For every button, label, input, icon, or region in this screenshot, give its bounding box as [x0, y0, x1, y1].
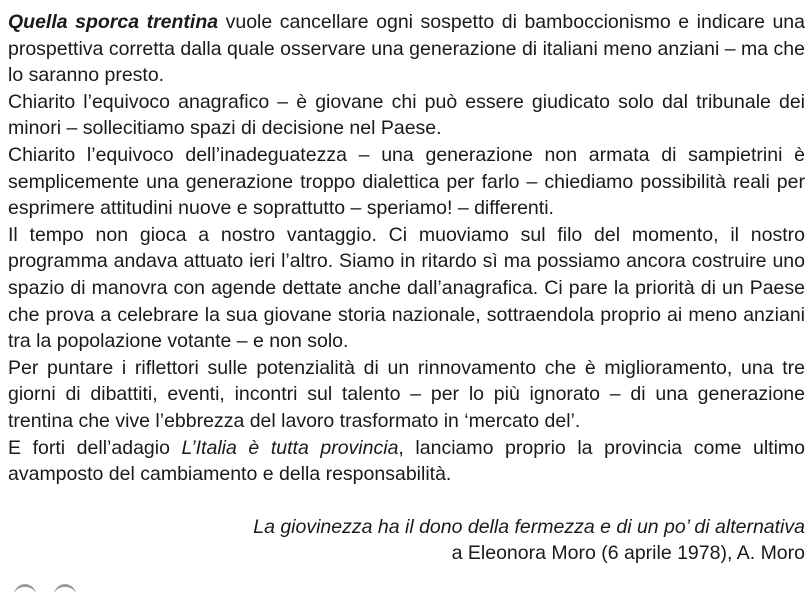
- paragraph-time: [8, 222, 805, 355]
- document-body: [8, 9, 805, 567]
- event-title: Quella sporca trentina: [8, 11, 219, 33]
- paragraph-text: Chiarito l’equivoco anagrafico – è giovane chi può essere giudicato solo dal tribunale dei minori – sollecitiamo spazi di decisione nel Paese.: [8, 90, 805, 140]
- quote-attribution: a Eleonora Moro (6 aprile 1978), A. Moro: [451, 542, 805, 565]
- paragraph-text: Chiarito l’equivoco dell’inadeguatezza – una generazione non armata di sampietrini è semplicemente una generazione troppo dialettica per farlo – chiediamo possibilità reali per esprimere attitudini nuove e soprattutto – speriamo! – differenti.: [8, 143, 805, 220]
- cropped-graphic-fragment: [14, 584, 104, 592]
- paragraph-intro-text: vuole cancellare ogni sospetto di bamboccionismo e indicare una prospettiva corretta dalla quale osservare una generazione di italiani meno anziani – ma che lo saranno presto.: [8, 11, 805, 87]
- adage-italic: L’Italia è tutta provincia: [181, 436, 399, 459]
- paragraph-text: Per puntare i riflettori sulle potenzialità di un rinnovamento che è miglioramento, una tre giorni di dibattiti, eventi, incontri sul talento – per lo più ignorato – di una generazione trentina che vive l’ebbrezza del lavoro trasformato in ‘mercato del’.: [8, 356, 805, 432]
- paragraph-intro: [8, 9, 805, 89]
- paragraph-spotlight: [8, 355, 805, 435]
- paragraph-age-equivocation: [8, 89, 805, 142]
- paragraph-text-after: , lanciamo proprio la provincia come ultimo avamposto del cambiamento e della responsabilità.: [8, 436, 806, 486]
- paragraph-province: [8, 435, 805, 488]
- closing-quote: [8, 514, 805, 567]
- quote-text: La giovinezza ha il dono della fermezza e di un po’ di alternativa: [253, 515, 805, 538]
- paragraph-text: Il tempo non gioca a nostro vantaggio. Ci muoviamo sul filo del momento, il nostro programma andava attuato ieri l’altro. Siamo in ritardo sì ma possiamo ancora costruire uno spazio di manovra con agende dettate anche dall’anagrafica. Ci pare la priorità di un Paese che prova a celebrare la sua giovane storia nazionale, sottraendola proprio ai meno anziani tra la popolazione votante – e non solo.: [8, 223, 805, 353]
- paragraph-text-before: E forti dell’adagio: [8, 436, 182, 459]
- paragraph-inadequacy-equivocation: [8, 142, 805, 222]
